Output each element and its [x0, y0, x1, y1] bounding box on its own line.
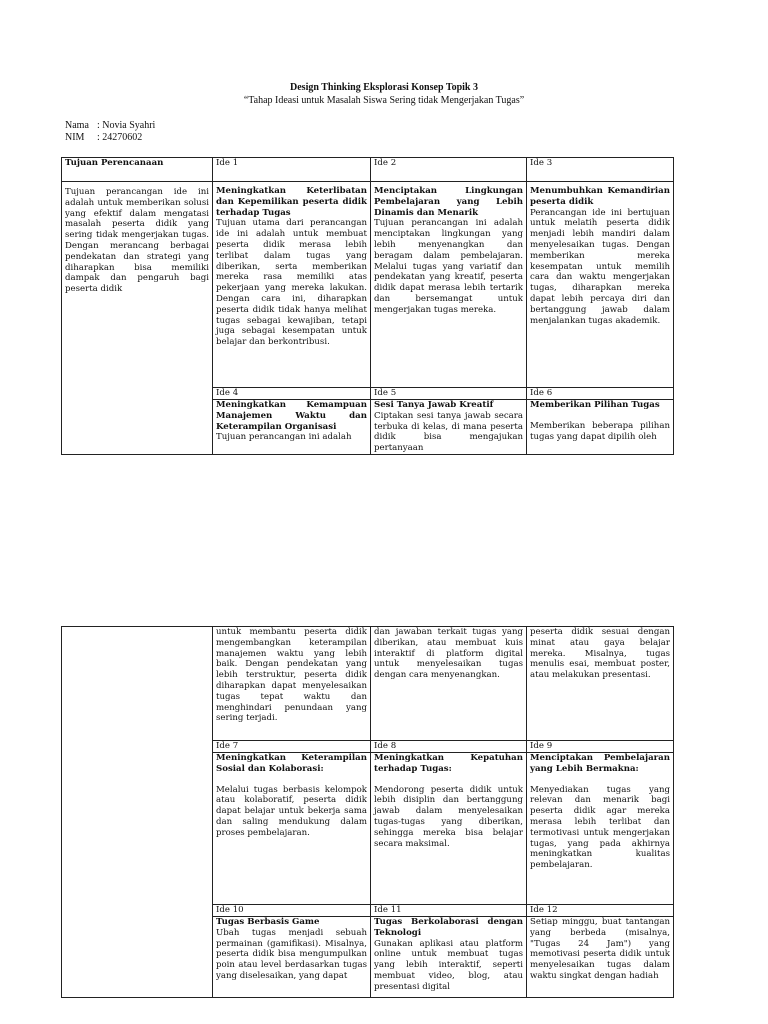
ide6-cell-continued	[527, 627, 674, 741]
ideas-table-page2	[61, 626, 674, 998]
ide4-title: Meningkatkan Kemampuan Manajemen Waktu dan Keterampilan Organisasi	[216, 400, 367, 432]
header-ide-1: Ide 1	[213, 158, 371, 182]
ide4-body-part2: untuk membantu peserta didik mengembangkan keterampilan manajemen waktu yang lebih baik. Dengan pendekatan yang lebih terstruktur, peserta didik diharapkan dapat menyelesaikan tugas tepat waktu dan menghindari penundaan yang sering terjadi.	[216, 627, 367, 724]
ide3-body: Perancangan ide ini bertujuan untuk melatih peserta didik menjadi lebih mandiri dalam menyelesaikan tugas. Dengan memberikan mereka kesempatan untuk memilih cara dan waktu mengerjakan tugas, diharapkan mereka dapat lebih percaya diri dan bertanggung jawab dalam menjalankan tugas akademik.	[530, 207, 670, 326]
ide9-body: Menyediakan tugas yang relevan dan menarik bagi peserta didik agar mereka merasa lebih terlibat dan termotivasi untuk mengerjakan tugas, yang pada akhirnya meningkatkan kualitas pembelajaran.	[530, 784, 670, 871]
student-nim-line	[65, 132, 142, 144]
ide5-cell-continued	[371, 627, 527, 741]
ide9-title: Menciptakan Pembelajaran yang Lebih Bermakna:	[530, 753, 670, 774]
header-tujuan: Tujuan Perencanaan	[62, 158, 213, 182]
ide2-cell	[371, 182, 527, 388]
ide7-title: Meningkatkan Keterampilan Sosial dan Kolaborasi:	[216, 753, 367, 774]
nim-label: NIM	[65, 132, 85, 143]
ide4-body-part1: Tujuan perancangan ini adalah	[216, 432, 352, 443]
ide5-title: Sesi Tanya Jawab Kreatif	[374, 400, 494, 410]
ide11-cell	[371, 917, 527, 998]
ide8-title: Meningkatkan Kepatuhan terhadap Tugas:	[374, 753, 523, 774]
ide11-label: Ide 11	[371, 905, 527, 917]
ide8-body: Mendorong peserta didik untuk lebih disiplin dan bertanggung jawab dalam menyelesaikan tugas-tugas yang diberikan, sehingga mereka bisa belajar secara maksimal.	[374, 784, 523, 849]
ide5-body-part1: Ciptakan sesi tanya jawab secara terbuka di kelas, di mana peserta didik bisa mengajukan pertanyaan	[374, 410, 523, 454]
tujuan-cell	[62, 182, 213, 455]
ide5-body-part2: dan jawaban terkait tugas yang diberikan, atau membuat kuis interaktif di platform digital untuk menyelesaikan tugas dengan cara menyenangkan.	[374, 627, 523, 681]
ide10-label: Ide 10	[213, 905, 371, 917]
ide12-cell	[527, 917, 674, 998]
ide5-cell	[371, 400, 527, 455]
ide6-cell	[527, 400, 674, 455]
ide4-cell-continued	[213, 627, 371, 741]
ide8-label: Ide 8	[371, 741, 527, 753]
ide6-title: Memberikan Pilihan Tugas	[530, 400, 660, 410]
ide6-label: Ide 6	[527, 388, 674, 400]
ide7-cell	[213, 753, 371, 905]
ide2-title: Menciptakan Lingkungan Pembelajaran yang Lebih Dinamis dan Menarik	[374, 186, 523, 218]
header-ide-3: Ide 3	[527, 158, 674, 182]
ide3-cell	[527, 182, 674, 388]
ide10-body: Ubah tugas menjadi sebuah permainan (gamifikasi). Misalnya, peserta didik bisa mengumpulkan poin atau level berdasarkan tugas yang diselesaikan, yang dapat	[216, 927, 367, 981]
ide10-cell	[213, 917, 371, 998]
document-subtitle: “Tahap Ideasi untuk Masalah Siswa Sering tidak Mengerjakan Tugas”	[243, 95, 525, 106]
name-label: Nama	[65, 120, 89, 131]
tujuan-cell-continued	[62, 627, 213, 998]
ide9-cell	[527, 753, 674, 905]
ide9-label: Ide 9	[527, 741, 674, 753]
ide5-label: Ide 5	[371, 388, 527, 400]
tujuan-text: Tujuan perancangan ide ini adalah untuk memberikan solusi yang efektif dalam mengatasi masalah peserta didik yang sering tidak mengerjakan tugas. Dengan merancang berbagai pendekatan dan strategi yang diharapkan bisa memiliki dampak dan pengaruh bagi peserta didik	[65, 187, 209, 295]
ide11-title: Tugas Berkolaborasi dengan Teknologi	[374, 917, 523, 938]
ide12-body: Setiap minggu, buat tantangan yang berbeda (misalnya, "Tugas 24 Jam") yang memotivasi peserta didik untuk menyelesaikan tugas dalam waktu singkat dengan hadiah	[530, 917, 670, 981]
nim-value: : 24270602	[97, 132, 143, 143]
ide1-title: Meningkatkan Keterlibatan dan Kepemilikan peserta didik terhadap Tugas	[216, 186, 367, 218]
ide10-title: Tugas Berbasis Game	[216, 917, 320, 927]
ide4-label: Ide 4	[213, 388, 371, 400]
name-value: : Novia Syahri	[97, 120, 156, 131]
ide12-label: Ide 12	[527, 905, 674, 917]
ide3-title: Menumbuhkan Kemandirian peserta didik	[530, 186, 670, 207]
ideas-table-page1	[61, 157, 674, 455]
ide2-body: Tujuan perancangan ini adalah menciptakan lingkungan yang lebih menyenangkan dan beragam dalam pembelajaran. Melalui tugas yang variatif dan pendekatan yang kreatif, peserta didik dapat merasa lebih tertarik dan bersemangat untuk mengerjakan tugas mereka.	[374, 218, 523, 315]
ide7-body: Melalui tugas berbasis kelompok atau kolaboratif, peserta didik dapat belajar untuk bekerja sama dan saling mendukung dalam proses pembelajaran.	[216, 784, 367, 838]
ide1-cell	[213, 182, 371, 388]
ide11-body: Gunakan aplikasi atau platform online untuk membuat tugas yang lebih interaktif, seperti membuat video, blog, atau presentasi digital	[374, 938, 523, 992]
ide6-body-part2: peserta didik sesuai dengan minat atau gaya belajar mereka. Misalnya, tugas menulis esai, membuat poster, atau melakukan presentasi.	[530, 627, 670, 681]
document-title: Design Thinking Eksplorasi Konsep Topik 3	[290, 82, 478, 93]
ide1-body: Tujuan utama dari perancangan ide ini adalah untuk membuat peserta didik merasa lebih terlibat dalam tugas yang diberikan, serta memberikan mereka rasa memiliki atas pekerjaan yang mereka lakukan. Dengan cara ini, diharapkan peserta didik tidak hanya melihat tugas sebagai kewajiban, tetapi juga sebagai kesempatan untuk belajar dan berkontribusi.	[216, 218, 367, 348]
ide6-body-part1: Memberikan beberapa pilihan tugas yang dapat dipilih oleh	[530, 420, 670, 442]
ide8-cell	[371, 753, 527, 905]
student-name-line	[65, 120, 155, 132]
ide7-label: Ide 7	[213, 741, 371, 753]
ide4-cell	[213, 400, 371, 455]
header-ide-2: Ide 2	[371, 158, 527, 182]
